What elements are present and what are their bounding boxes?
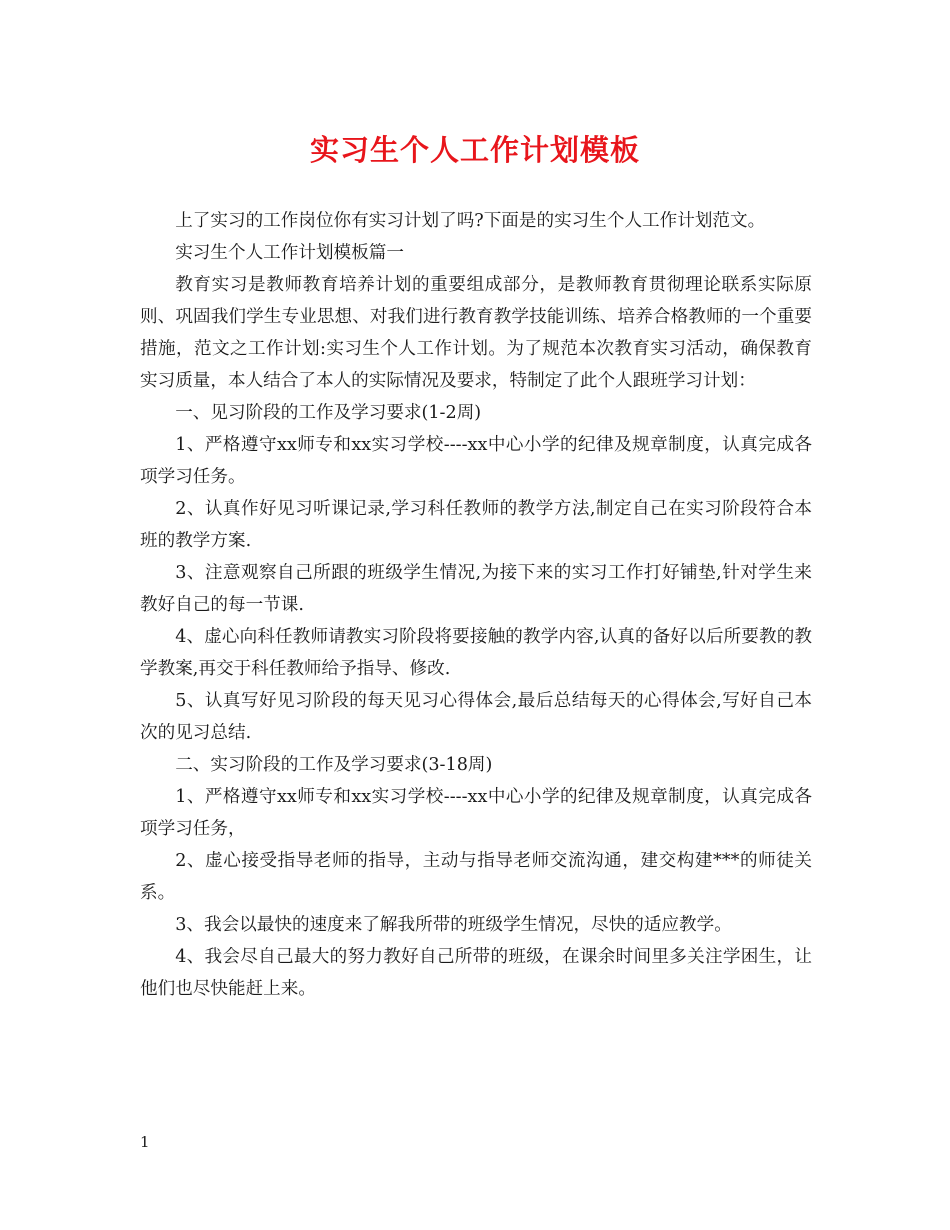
list-item: 2、虚心接受指导老师的指导，主动与指导老师交流沟通，建交构建***的师徒关系。 [140,851,812,903]
list-item: 3、注意观察自己所跟的班级学生情况,为接下来的实习工作打好铺垫,针对学生来教好自己的每一节课. [140,563,812,615]
document-body [140,205,812,1005]
paragraph-intro: 上了实习的工作岗位你有实习计划了吗?下面是的实习生个人工作计划范文。 [175,211,766,231]
paragraph-subtitle: 实习生个人工作计划模板篇一 [175,243,404,263]
list-item: 1、严格遵守xx师专和xx实习学校----xx中心小学的纪律及规章制度，认真完成各项学习任务。 [140,435,812,487]
page-number: 1 [140,1133,150,1151]
list-item: 3、我会以最快的速度来了解我所带的班级学生情况，尽快的适应教学。 [175,915,732,935]
list-item: 4、虚心向科任教师请教实习阶段将要接触的教学内容,认真的备好以后所要教的教学教案,再交于科任教师给予指导、修改. [140,627,812,679]
section-heading-2: 二、实习阶段的工作及学习要求(3-18周) [175,755,493,775]
page-title: 实习生个人工作计划模板 [309,133,640,167]
list-item: 2、认真作好见习听课记录,学习科任教师的教学方法,制定自己在实习阶段符合本班的教学方案. [140,499,812,551]
list-item: 5、认真写好见习阶段的每天见习心得体会,最后总结每天的心得体会,写好自己本次的见习总结. [140,691,812,743]
list-item: 4、我会尽自己最大的努力教好自己所带的班级，在课余时间里多关注学困生，让他们也尽快能赶上来。 [140,947,812,999]
section-heading-1: 一、见习阶段的工作及学习要求(1-2周) [175,403,482,423]
list-item: 1、严格遵守xx师专和xx实习学校----xx中心小学的纪律及规章制度，认真完成各项学习任务， [140,787,812,839]
paragraph-overview: 教育实习是教师教育培养计划的重要组成部分，是教师教育贯彻理论联系实际原则、巩固我们学生专业思想、对我们进行教育教学技能训练、培养合格教师的一个重要措施，范文之工作计划:实习生个人工作计划。为了规范本次教育实习活动，确保教育实习质量，本人结合了本人的实际情况及要求，特制定了此个人跟班学习计划： [140,275,812,391]
